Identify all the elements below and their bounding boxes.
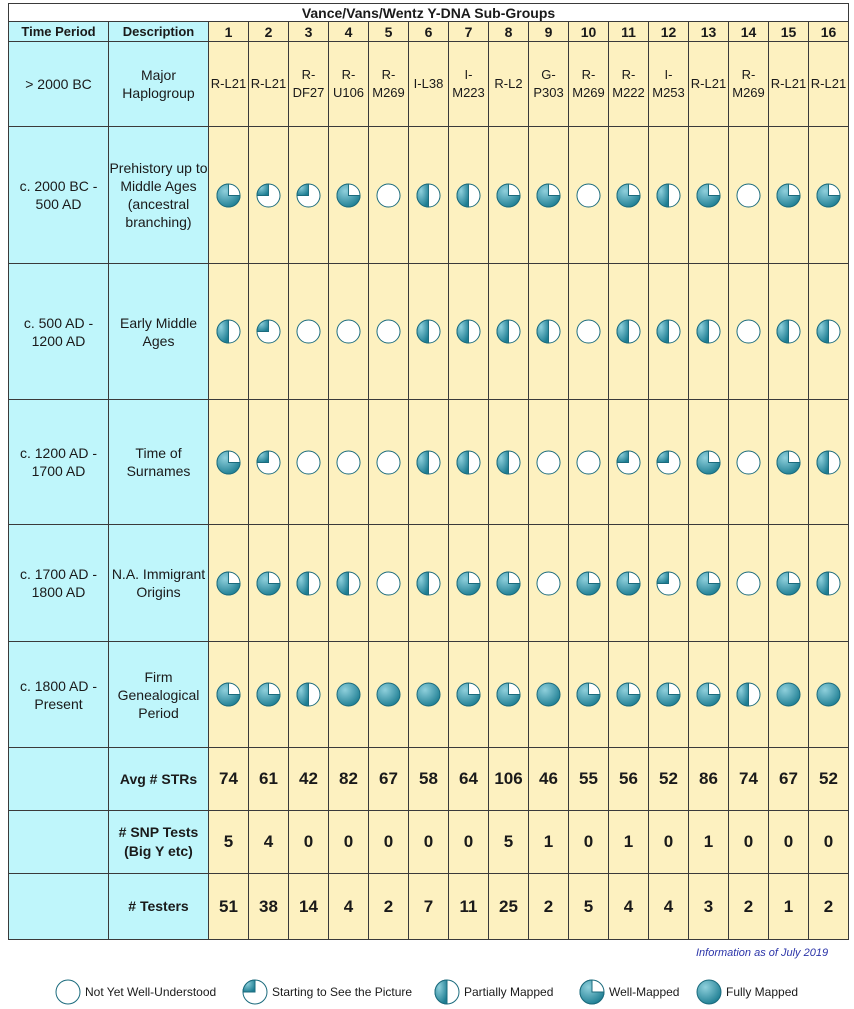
mapping-cell: [729, 642, 769, 748]
mapping-cell: [409, 400, 449, 525]
mapping-status-icon: [496, 319, 521, 344]
mapping-status-icon: [656, 450, 681, 475]
mapping-cell: [369, 400, 409, 525]
mapping-cell: [249, 642, 289, 748]
stat-value: 14: [289, 874, 329, 940]
stat-value: 0: [289, 811, 329, 874]
mapping-status-icon: [576, 319, 601, 344]
mapping-status-icon: [216, 682, 241, 707]
mapping-cell: [329, 400, 369, 525]
legend-status-icon: [242, 979, 268, 1005]
mapping-cell: [449, 264, 489, 400]
legend: [0, 979, 854, 1007]
mapping-cell: [409, 642, 449, 748]
mapping-status-icon: [256, 682, 281, 707]
mapping-cell: [289, 525, 329, 642]
mapping-status-icon: [656, 183, 681, 208]
haplogroup-cell: I-M223: [449, 42, 489, 127]
legend-item: [696, 979, 798, 1005]
column-number: 9: [529, 22, 569, 42]
stat-value: 0: [809, 811, 849, 874]
mapping-status-icon: [456, 319, 481, 344]
mapping-status-icon: [496, 571, 521, 596]
mapping-cell: [769, 642, 809, 748]
mapping-cell: [249, 264, 289, 400]
column-number: 13: [689, 22, 729, 42]
stat-value: 4: [649, 874, 689, 940]
mapping-status-icon: [616, 682, 641, 707]
mapping-status-icon: [736, 682, 761, 707]
mapping-status-icon: [216, 571, 241, 596]
mapping-status-icon: [416, 319, 441, 344]
stat-value: 5: [209, 811, 249, 874]
mapping-status-icon: [816, 682, 841, 707]
footnote: Information as of July 2019: [696, 947, 829, 959]
stat-value: 46: [529, 748, 569, 811]
mapping-status-icon: [296, 450, 321, 475]
mapping-status-icon: [776, 183, 801, 208]
mapping-cell: [529, 525, 569, 642]
mapping-status-icon: [656, 571, 681, 596]
stat-value: 0: [569, 811, 609, 874]
haplogroup-cell: R-L21: [769, 42, 809, 127]
column-number: 8: [489, 22, 529, 42]
mapping-cell: [809, 127, 849, 264]
mapping-cell: [609, 642, 649, 748]
stat-value: 4: [609, 874, 649, 940]
haplogroup-cell: R-L21: [689, 42, 729, 127]
mapping-status-icon: [696, 450, 721, 475]
mapping-cell: [489, 400, 529, 525]
mapping-cell: [289, 264, 329, 400]
stat-value: 58: [409, 748, 449, 811]
mapping-status-icon: [816, 183, 841, 208]
mapping-cell: [769, 127, 809, 264]
mapping-status-icon: [416, 571, 441, 596]
mapping-status-icon: [696, 571, 721, 596]
mapping-cell: [689, 264, 729, 400]
mapping-status-icon: [536, 571, 561, 596]
mapping-status-icon: [416, 450, 441, 475]
blank-time-cell: [9, 811, 109, 874]
mapping-cell: [809, 400, 849, 525]
stat-value: 4: [249, 811, 289, 874]
legend-label: Partially Mapped: [464, 985, 554, 999]
mapping-cell: [569, 525, 609, 642]
stat-value: 7: [409, 874, 449, 940]
mapping-cell: [609, 127, 649, 264]
mapping-status-icon: [416, 183, 441, 208]
mapping-cell: [449, 525, 489, 642]
mapping-cell: [769, 400, 809, 525]
stat-value: 11: [449, 874, 489, 940]
mapping-cell: [649, 400, 689, 525]
mapping-cell: [409, 525, 449, 642]
mapping-status-icon: [816, 319, 841, 344]
mapping-status-icon: [776, 682, 801, 707]
stat-value: 51: [209, 874, 249, 940]
mapping-status-icon: [256, 571, 281, 596]
mapping-cell: [729, 525, 769, 642]
stat-value: 106: [489, 748, 529, 811]
mapping-status-icon: [656, 682, 681, 707]
mapping-cell: [369, 642, 409, 748]
haplogroup-cell: R-L2: [489, 42, 529, 127]
mapping-cell: [449, 400, 489, 525]
haplogroup-cell: I-L38: [409, 42, 449, 127]
mapping-status-icon: [456, 571, 481, 596]
stat-value: 86: [689, 748, 729, 811]
mapping-cell: [249, 400, 289, 525]
haplogroup-cell: R-M269: [569, 42, 609, 127]
mapping-cell: [369, 264, 409, 400]
time-period-cell: c. 500 AD - 1200 AD: [9, 264, 109, 400]
mapping-status-icon: [256, 450, 281, 475]
mapping-status-icon: [336, 571, 361, 596]
mapping-status-icon: [216, 319, 241, 344]
mapping-status-icon: [216, 450, 241, 475]
stat-value: 61: [249, 748, 289, 811]
mapping-status-icon: [816, 571, 841, 596]
time-period-cell: c. 2000 BC - 500 AD: [9, 127, 109, 264]
mapping-cell: [209, 264, 249, 400]
description-cell: Major Haplogroup: [109, 42, 209, 127]
stat-value: 0: [649, 811, 689, 874]
mapping-status-icon: [336, 319, 361, 344]
stat-value: 74: [729, 748, 769, 811]
mapping-cell: [529, 400, 569, 525]
mapping-status-icon: [256, 183, 281, 208]
haplogroup-cell: I-M253: [649, 42, 689, 127]
mapping-status-icon: [336, 682, 361, 707]
stat-value: 1: [769, 874, 809, 940]
mapping-status-icon: [536, 682, 561, 707]
haplogroup-cell: R-L21: [809, 42, 849, 127]
mapping-cell: [729, 127, 769, 264]
mapping-cell: [449, 642, 489, 748]
mapping-cell: [209, 127, 249, 264]
mapping-cell: [689, 127, 729, 264]
stat-value: 1: [529, 811, 569, 874]
description-cell: N.A. Immigrant Origins: [109, 525, 209, 642]
column-number: 3: [289, 22, 329, 42]
column-number: 6: [409, 22, 449, 42]
mapping-status-icon: [496, 183, 521, 208]
mapping-cell: [409, 127, 449, 264]
mapping-status-icon: [776, 450, 801, 475]
stat-value: 2: [809, 874, 849, 940]
mapping-status-icon: [376, 319, 401, 344]
stat-value: 0: [769, 811, 809, 874]
mapping-cell: [369, 127, 409, 264]
mapping-cell: [529, 264, 569, 400]
stat-value: 55: [569, 748, 609, 811]
mapping-cell: [409, 264, 449, 400]
mapping-cell: [609, 400, 649, 525]
legend-status-icon: [696, 979, 722, 1005]
table-title: Vance/Vans/Wentz Y-DNA Sub-Groups: [9, 4, 849, 22]
mapping-status-icon: [336, 183, 361, 208]
header-description: Description: [109, 22, 209, 42]
mapping-status-icon: [496, 682, 521, 707]
legend-status-icon: [434, 979, 460, 1005]
haplogroup-cell: G-P303: [529, 42, 569, 127]
mapping-cell: [689, 642, 729, 748]
stat-value: 1: [689, 811, 729, 874]
mapping-cell: [329, 525, 369, 642]
time-period-cell: > 2000 BC: [9, 42, 109, 127]
mapping-cell: [569, 642, 609, 748]
mapping-cell: [649, 264, 689, 400]
mapping-status-icon: [736, 571, 761, 596]
mapping-status-icon: [736, 450, 761, 475]
mapping-cell: [209, 642, 249, 748]
mapping-status-icon: [616, 571, 641, 596]
description-cell: Firm Genealogical Period: [109, 642, 209, 748]
legend-status-icon: [55, 979, 81, 1005]
mapping-cell: [329, 127, 369, 264]
haplogroup-cell: R-DF27: [289, 42, 329, 127]
mapping-cell: [529, 642, 569, 748]
column-number: 10: [569, 22, 609, 42]
haplogroup-cell: R-L21: [209, 42, 249, 127]
stat-value: 67: [369, 748, 409, 811]
mapping-status-icon: [616, 183, 641, 208]
stat-value: 64: [449, 748, 489, 811]
mapping-cell: [689, 400, 729, 525]
mapping-cell: [809, 642, 849, 748]
mapping-cell: [569, 400, 609, 525]
mapping-cell: [369, 525, 409, 642]
mapping-status-icon: [296, 682, 321, 707]
mapping-cell: [809, 264, 849, 400]
mapping-cell: [209, 400, 249, 525]
mapping-status-icon: [456, 450, 481, 475]
legend-item: [434, 979, 553, 1005]
mapping-status-icon: [496, 450, 521, 475]
mapping-status-icon: [296, 319, 321, 344]
legend-item: [55, 979, 216, 1005]
mapping-status-icon: [376, 682, 401, 707]
mapping-status-icon: [216, 183, 241, 208]
legend-item: [579, 979, 679, 1005]
mapping-cell: [489, 525, 529, 642]
stat-value: 52: [809, 748, 849, 811]
blank-time-cell: [9, 874, 109, 940]
mapping-status-icon: [296, 183, 321, 208]
mapping-cell: [529, 127, 569, 264]
mapping-status-icon: [536, 319, 561, 344]
mapping-cell: [289, 127, 329, 264]
column-number: 12: [649, 22, 689, 42]
column-number: 7: [449, 22, 489, 42]
time-period-cell: c. 1800 AD - Present: [9, 642, 109, 748]
mapping-status-icon: [376, 450, 401, 475]
mapping-cell: [489, 264, 529, 400]
column-number: 11: [609, 22, 649, 42]
mapping-cell: [329, 264, 369, 400]
mapping-cell: [729, 264, 769, 400]
haplogroup-cell: R-M222: [609, 42, 649, 127]
stat-value: 82: [329, 748, 369, 811]
stat-value: 25: [489, 874, 529, 940]
stat-value: 0: [729, 811, 769, 874]
description-cell: Time of Surnames: [109, 400, 209, 525]
stat-label: Avg # STRs: [109, 748, 209, 811]
mapping-status-icon: [376, 571, 401, 596]
column-number: 4: [329, 22, 369, 42]
mapping-status-icon: [416, 682, 441, 707]
mapping-cell: [209, 525, 249, 642]
haplogroup-cell: R-M269: [729, 42, 769, 127]
mapping-status-icon: [696, 319, 721, 344]
mapping-status-icon: [776, 571, 801, 596]
mapping-status-icon: [656, 319, 681, 344]
mapping-status-icon: [616, 319, 641, 344]
mapping-status-icon: [336, 450, 361, 475]
column-number: 1: [209, 22, 249, 42]
stat-value: 38: [249, 874, 289, 940]
subgroups-table: [8, 3, 849, 940]
stat-value: 0: [449, 811, 489, 874]
stat-value: 3: [689, 874, 729, 940]
mapping-cell: [329, 642, 369, 748]
mapping-cell: [569, 127, 609, 264]
mapping-status-icon: [376, 183, 401, 208]
mapping-cell: [489, 642, 529, 748]
legend-item: [242, 979, 412, 1005]
column-number: 5: [369, 22, 409, 42]
stat-value: 0: [409, 811, 449, 874]
legend-status-icon: [579, 979, 605, 1005]
mapping-cell: [449, 127, 489, 264]
mapping-status-icon: [576, 183, 601, 208]
stat-value: 56: [609, 748, 649, 811]
mapping-cell: [769, 264, 809, 400]
mapping-status-icon: [576, 571, 601, 596]
stat-value: 2: [369, 874, 409, 940]
legend-label: Not Yet Well-Understood: [85, 985, 217, 999]
mapping-cell: [489, 127, 529, 264]
mapping-status-icon: [616, 450, 641, 475]
mapping-status-icon: [696, 682, 721, 707]
stat-value: 5: [489, 811, 529, 874]
stat-value: 52: [649, 748, 689, 811]
mapping-cell: [289, 642, 329, 748]
mapping-cell: [649, 642, 689, 748]
stat-value: 2: [529, 874, 569, 940]
mapping-status-icon: [536, 183, 561, 208]
mapping-status-icon: [456, 682, 481, 707]
stat-label: # Testers: [109, 874, 209, 940]
mapping-cell: [689, 525, 729, 642]
description-cell: Early Middle Ages: [109, 264, 209, 400]
mapping-cell: [249, 127, 289, 264]
mapping-status-icon: [736, 319, 761, 344]
legend-label: Fully Mapped: [726, 985, 799, 999]
description-cell: Prehistory up to Middle Ages (ancestral branching): [109, 127, 209, 264]
blank-time-cell: [9, 748, 109, 811]
time-period-cell: c. 1200 AD - 1700 AD: [9, 400, 109, 525]
stat-value: 74: [209, 748, 249, 811]
mapping-cell: [729, 400, 769, 525]
mapping-status-icon: [576, 682, 601, 707]
stat-value: 0: [369, 811, 409, 874]
mapping-cell: [809, 525, 849, 642]
haplogroup-cell: R-L21: [249, 42, 289, 127]
time-period-cell: c. 1700 AD - 1800 AD: [9, 525, 109, 642]
mapping-status-icon: [456, 183, 481, 208]
mapping-status-icon: [576, 450, 601, 475]
mapping-status-icon: [256, 319, 281, 344]
stat-label: # SNP Tests (Big Y etc): [109, 811, 209, 874]
stat-value: 67: [769, 748, 809, 811]
mapping-cell: [609, 264, 649, 400]
mapping-status-icon: [296, 571, 321, 596]
column-number: 14: [729, 22, 769, 42]
mapping-cell: [569, 264, 609, 400]
column-number: 16: [809, 22, 849, 42]
mapping-cell: [769, 525, 809, 642]
stat-value: 4: [329, 874, 369, 940]
stat-value: 2: [729, 874, 769, 940]
mapping-cell: [249, 525, 289, 642]
mapping-status-icon: [776, 319, 801, 344]
legend-label: Starting to See the Picture: [272, 985, 413, 999]
stat-value: 0: [329, 811, 369, 874]
mapping-cell: [289, 400, 329, 525]
mapping-cell: [649, 127, 689, 264]
stat-value: 42: [289, 748, 329, 811]
stat-value: 5: [569, 874, 609, 940]
column-number: 15: [769, 22, 809, 42]
mapping-cell: [649, 525, 689, 642]
column-number: 2: [249, 22, 289, 42]
header-time-period: Time Period: [9, 22, 109, 42]
mapping-cell: [609, 525, 649, 642]
mapping-status-icon: [736, 183, 761, 208]
haplogroup-cell: R-U106: [329, 42, 369, 127]
mapping-status-icon: [696, 183, 721, 208]
haplogroup-cell: R-M269: [369, 42, 409, 127]
stat-value: 1: [609, 811, 649, 874]
legend-label: Well-Mapped: [609, 985, 680, 999]
mapping-status-icon: [816, 450, 841, 475]
mapping-status-icon: [536, 450, 561, 475]
